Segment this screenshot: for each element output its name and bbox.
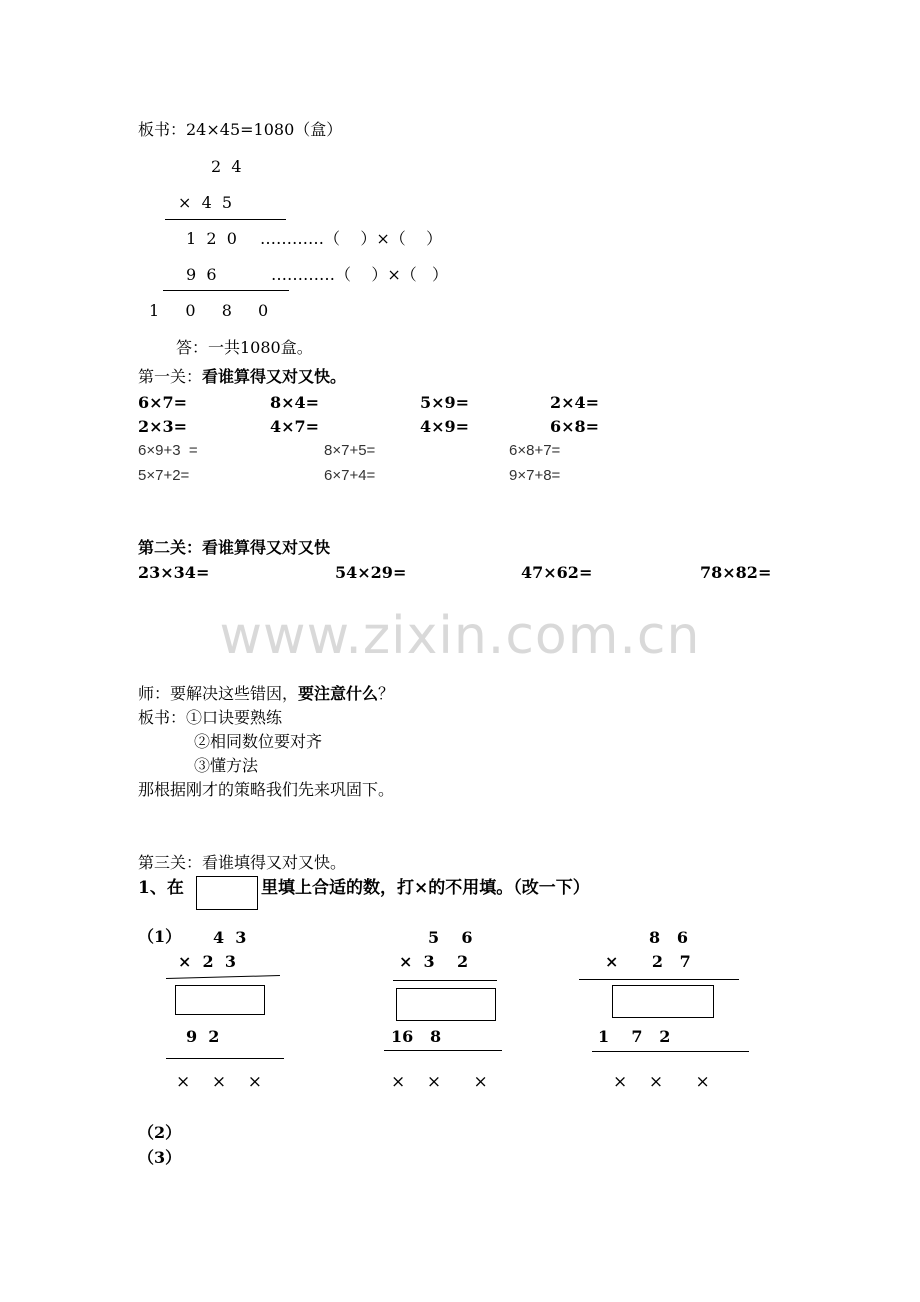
teacher-question xyxy=(138,686,394,702)
problem1-multiplier: × 2 3 xyxy=(178,952,236,971)
level1-r3-c3: 6×8+7= xyxy=(509,442,561,459)
level2-title: 第二关：看谁算得又对又快 xyxy=(138,538,331,557)
problem3-rule-2 xyxy=(592,1051,749,1052)
board-partial-2-note: …………（ ）×（ ） xyxy=(271,265,449,284)
level1-r4-c2: 6×7+4= xyxy=(324,467,376,484)
board-partial-1-note: …………（ ）×（ ） xyxy=(260,229,443,248)
problem3-multiplier: × 2 7 xyxy=(605,952,691,971)
level1-r2-c1: 2×3= xyxy=(138,417,188,436)
level3-q1-instruction: 里填上合适的数，打×的不用填。（改一下） xyxy=(261,878,590,898)
teacher-question-bold: 要注意什么 xyxy=(298,684,379,703)
problem3-crosses: × × × xyxy=(613,1072,710,1092)
problem3-top: 8 6 xyxy=(649,928,688,947)
problem1-crosses: × × × xyxy=(176,1072,262,1092)
teacher-board-item-3: ③懂方法 xyxy=(194,756,259,775)
level1-title-prefix: 第一关： xyxy=(138,367,203,386)
problem1-top: 4 3 xyxy=(213,928,247,947)
board-top-number: 2 4 xyxy=(211,157,242,176)
problem2-multiplier: × 3 2 xyxy=(399,952,469,971)
problem-label-2: （2） xyxy=(138,1123,182,1142)
level3-q1-prefix: 1、在 xyxy=(138,878,184,898)
board-result: 1 0 8 0 xyxy=(149,301,269,320)
teacher-board-item-1: 板书：①口诀要熟练 xyxy=(138,708,283,727)
level2-item-3: 47×62= xyxy=(521,563,593,582)
problem2-partial: 16 8 xyxy=(391,1027,442,1046)
problem3-partial: 1 7 2 xyxy=(598,1027,671,1046)
board-rule-1 xyxy=(165,219,286,220)
watermark: www.zixin.com.cn xyxy=(219,606,701,666)
level1-r2-c2: 4×7= xyxy=(270,417,320,436)
level1-title xyxy=(138,369,346,385)
level1-r2-c3: 4×9= xyxy=(420,417,470,436)
problem1-answer-box[interactable] xyxy=(175,985,265,1015)
problem2-crosses: × × × xyxy=(391,1072,488,1092)
level3-title: 第三关：看谁填得又对又快。 xyxy=(138,853,347,872)
level1-r3-c2: 8×7+5= xyxy=(324,442,376,459)
problem2-top: 5 6 xyxy=(428,928,473,947)
board-multiplier: × 4 5 xyxy=(178,193,233,212)
board-answer: 答：一共1080盒。 xyxy=(176,338,313,357)
level2-item-4: 78×82= xyxy=(700,563,772,582)
level1-r2-c4: 6×8= xyxy=(550,417,600,436)
problem-label-1: （1） xyxy=(138,927,182,946)
problem2-answer-box[interactable] xyxy=(396,988,496,1021)
board-rule-2 xyxy=(163,290,289,291)
level1-r3-c1: 6×9+3 = xyxy=(138,442,198,459)
board-partial-2: 9 6 xyxy=(186,265,217,284)
problem2-rule-2 xyxy=(384,1050,502,1051)
level1-r4-c1: 5×7+2= xyxy=(138,467,190,484)
teacher-board-item-2: ②相同数位要对齐 xyxy=(194,732,323,751)
level2-item-2: 54×29= xyxy=(335,563,407,582)
level1-r1-c1: 6×7= xyxy=(138,393,188,412)
level1-r1-c2: 8×4= xyxy=(270,393,320,412)
problem2-rule-1 xyxy=(393,980,497,981)
problem3-rule-1 xyxy=(579,979,739,980)
problem1-partial: 9 2 xyxy=(186,1027,220,1046)
board-title: 板书：24×45=1080（盒） xyxy=(138,120,343,139)
level1-r1-c3: 5×9= xyxy=(420,393,470,412)
problem3-answer-box[interactable] xyxy=(612,985,714,1018)
teacher-question-suffix: ？ xyxy=(378,684,395,703)
teacher-closing: 那根据刚才的策略我们先来巩固下。 xyxy=(138,780,395,799)
board-partial-1: 1 2 0 xyxy=(186,229,237,248)
level1-r4-c3: 9×7+8= xyxy=(509,467,561,484)
teacher-question-prefix: 师：要解决这些错因， xyxy=(138,684,299,703)
problem1-rule-1 xyxy=(166,975,280,979)
level1-title-bold: 看谁算得又对又快。 xyxy=(202,367,347,386)
problem-label-3: （3） xyxy=(138,1148,182,1167)
problem1-rule-2 xyxy=(166,1058,284,1059)
example-blank-box xyxy=(196,876,258,910)
level1-r1-c4: 2×4= xyxy=(550,393,600,412)
level2-item-1: 23×34= xyxy=(138,563,210,582)
